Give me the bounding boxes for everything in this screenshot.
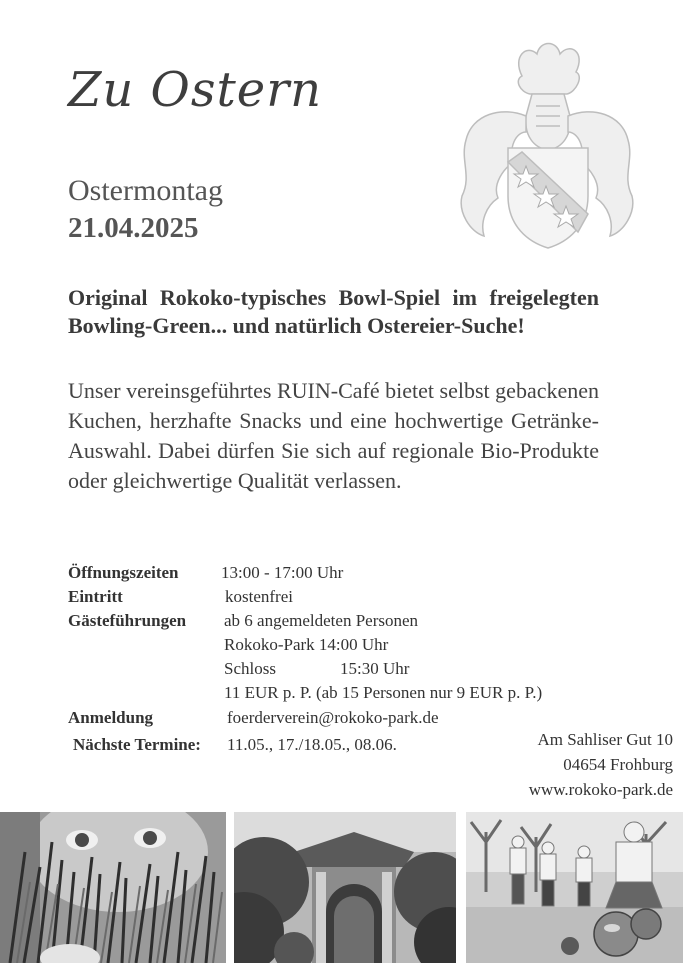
opening-hours-label: Öffnungszeiten	[68, 563, 179, 582]
intro-headline: Original Rokoko-typisches Bowl-Spiel im freigelegten Bowling-Green... und natürlich Ostereier-Suche!	[68, 285, 599, 338]
opening-hours-row	[68, 563, 179, 583]
registration-email[interactable]: foerderverein@rokoko-park.de	[227, 708, 439, 727]
next-dates-value: 11.05., 17./18.05., 08.06.	[227, 735, 397, 754]
tours-line-1: ab 6 angemeldeten Personen	[224, 611, 419, 630]
child-in-grass-photo	[0, 812, 226, 963]
coat-of-arms-icon	[452, 36, 642, 258]
opening-hours-value: 13:00 - 17:00 Uhr	[221, 563, 344, 582]
address-website[interactable]: www.rokoko-park.de	[528, 780, 673, 799]
event-day: Ostermontag	[68, 174, 223, 207]
building-entrance-photo	[234, 812, 456, 963]
tours-line-3-place: Schloss	[224, 659, 276, 678]
tours-line-3-time: 15:30 Uhr	[340, 659, 410, 678]
script-title: Zu Ostern	[68, 62, 323, 118]
registration-row	[68, 708, 153, 728]
entry-row	[68, 587, 123, 607]
tours-line-4: 11 EUR p. P. (ab 15 Personen nur 9 EUR p. P.)	[224, 683, 543, 702]
tours-label: Gästeführungen	[68, 611, 187, 630]
tours-line-2: Rokoko-Park 14:00 Uhr	[224, 635, 389, 654]
next-dates-label: Nächste Termine:	[73, 735, 201, 754]
bowls-players-photo	[466, 812, 683, 963]
tours-row	[68, 611, 186, 631]
intro-paragraph: Unser vereinsgeführtes RUIN-Café bietet selbst gebackenen Kuchen, herzhafte Snacks und eine hochwertige Getränke-Auswahl. Dabei dürfen Sie sich auf regionale Bio-Produkte oder gleichwertige Qualität verlassen.	[68, 378, 599, 493]
next-dates-row	[73, 735, 201, 755]
entry-value: kostenfrei	[225, 587, 293, 606]
registration-label: Anmeldung	[68, 708, 154, 727]
address-city: 04654 Frohburg	[563, 755, 673, 774]
address-street: Am Sahliser Gut 10	[537, 730, 673, 749]
event-date: 21.04.2025	[68, 212, 199, 244]
entry-label: Eintritt	[68, 587, 123, 606]
